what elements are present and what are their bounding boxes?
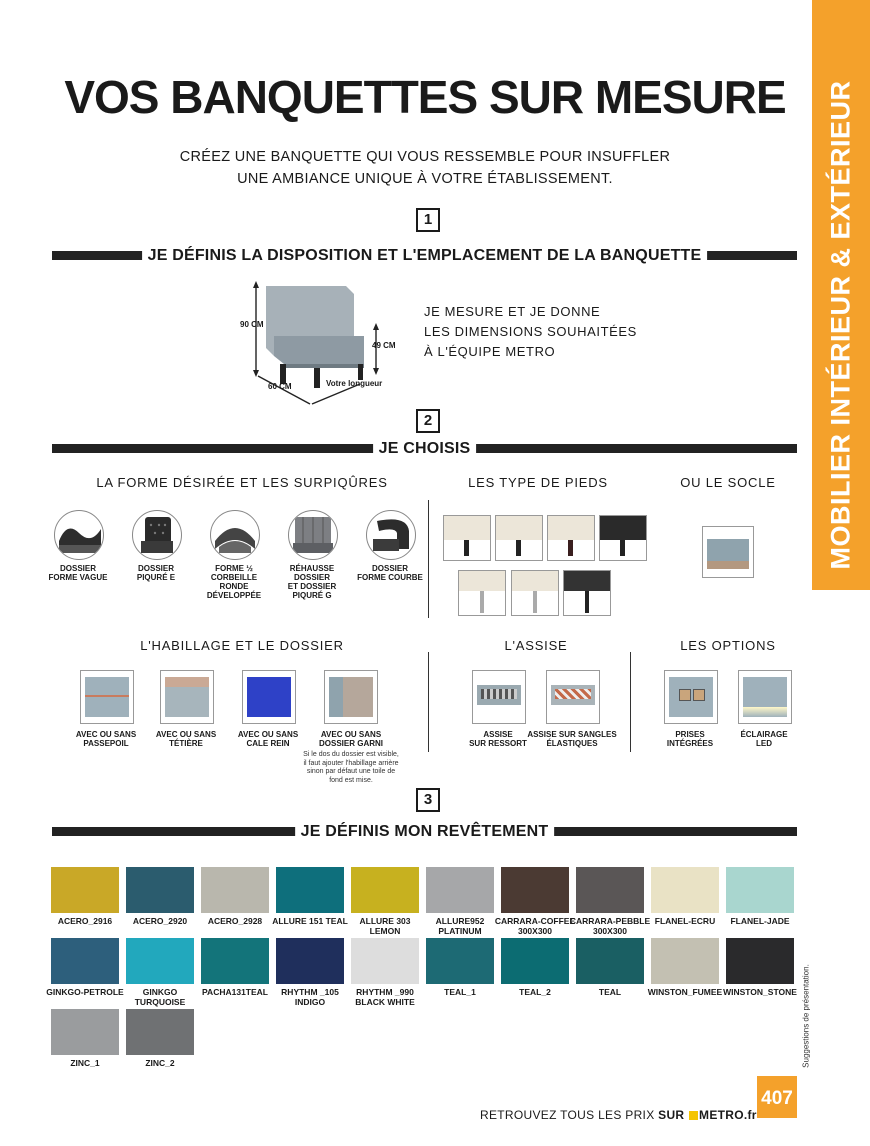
fabric-swatch-label: TEAL_1 [444, 987, 476, 997]
fabric-swatch-label: ZINC_2 [145, 1058, 175, 1068]
fabric-swatch [426, 867, 494, 913]
foot-option-2 [495, 515, 543, 561]
pieds-heading: LES TYPE DE PIEDS [468, 475, 608, 490]
assise-sangles-image [546, 670, 600, 724]
fabric-swatch [651, 938, 719, 984]
fabric-swatch [501, 938, 569, 984]
fabric-swatch-label: FLANEL-JADE [730, 916, 790, 926]
habillage-cale-rein-image [242, 670, 296, 724]
options-heading: LES OPTIONS [680, 638, 776, 653]
subtitle-line-2: UNE AMBIANCE UNIQUE À VOTRE ÉTABLISSEMENT. [237, 171, 613, 187]
foot-option-5 [458, 570, 506, 616]
foot-option-4 [599, 515, 647, 561]
footer-text: RETROUVEZ TOUS LES PRIX SUR METRO.fr [480, 1108, 757, 1122]
habillage-caption-1: AVEC OU SANS PASSEPOIL [75, 730, 137, 748]
page-number: 407 [757, 1076, 797, 1118]
forme-courbe-image [366, 510, 416, 560]
fabric-swatch [276, 938, 344, 984]
fabric-swatch-label: ALLURE 303 LEMON [359, 916, 411, 936]
socle-heading: OU LE SOCLE [680, 475, 776, 490]
assise-caption-2: ASSISE SUR SANGLES ÉLASTIQUES [527, 730, 617, 748]
section-3-header [52, 822, 797, 840]
habillage-caption-3: AVEC OU SANS CALE REIN [237, 730, 299, 748]
habillage-dossier-garni-image [324, 670, 378, 724]
fabric-swatch-label: RHYTHM _105 INDIGO [281, 987, 339, 1007]
step-number-3: 3 [416, 788, 440, 812]
measure-line-3: À L'ÉQUIPE METRO [424, 344, 556, 359]
fabric-swatch-label: ACERO_2920 [132, 916, 188, 926]
forme-caption-4: RÉHAUSSE DOSSIER ET DOSSIER PIQURÉ G [287, 564, 337, 600]
fabric-swatch [576, 938, 644, 984]
fabric-swatch [576, 867, 644, 913]
fabric-swatch [501, 867, 569, 913]
fabric-swatch [51, 938, 119, 984]
dim-length: Votre longueur [326, 379, 383, 388]
fabric-swatch-label: CARRARA-PEBBLE 300X300 [569, 916, 651, 936]
measure-instructions [424, 302, 637, 362]
fabric-swatch [726, 938, 794, 984]
forme-caption-1: DOSSIER FORME VAGUE [48, 564, 108, 582]
fabric-swatch [51, 867, 119, 913]
habillage-heading: L'HABILLAGE ET LE DOSSIER [140, 638, 344, 653]
forme-caption-5: DOSSIER FORME COURBE [357, 564, 423, 582]
fabric-swatch-label: RHYTHM _990 BLACK WHITE [355, 987, 415, 1007]
habillage-caption-4: AVEC OU SANS DOSSIER GARNI [318, 730, 383, 748]
habillage-caption-2: AVEC OU SANS TÉTIÈRE [155, 730, 217, 748]
fabric-swatch-label: TEAL [598, 987, 622, 997]
assise-caption-1: ASSISE SUR RESSORT [469, 730, 527, 748]
fabric-swatch-label: GINKGO TURQUOISE [134, 987, 186, 1007]
fabric-swatch-label: PACHA131TEAL [202, 987, 268, 997]
section-1-heading: JE DÉFINIS LA DISPOSITION ET L'EMPLACEMENT DE LA BANQUETTE [142, 247, 708, 265]
section-1-header [52, 246, 797, 264]
fabric-swatch-label: WINSTON_STONE [723, 987, 797, 997]
fabric-swatch-label: ACERO_2928 [207, 916, 263, 926]
fabric-swatch-label: ALLURE 151 TEAL [272, 916, 348, 926]
fabric-swatch-label: TEAL_2 [519, 987, 551, 997]
foot-option-3 [547, 515, 595, 561]
fabric-swatch [201, 867, 269, 913]
fabric-swatch-label: GINKGO-PETROLE [46, 987, 124, 997]
metro-logo-icon [689, 1111, 698, 1120]
forme-corbeille-image [210, 510, 260, 560]
fabric-swatch [726, 867, 794, 913]
foot-option-1 [443, 515, 491, 561]
fabric-swatch-label: ACERO_2916 [57, 916, 113, 926]
foot-option-7 [563, 570, 611, 616]
option-prises-image [664, 670, 718, 724]
dim-height: 90 CM [240, 320, 264, 329]
fabric-swatch [426, 938, 494, 984]
forme-vague-image [54, 510, 104, 560]
fabric-swatch-label: ZINC_1 [70, 1058, 100, 1068]
habillage-tetiere-image [160, 670, 214, 724]
section-2-heading: JE CHOISIS [373, 440, 477, 458]
divider [428, 500, 429, 618]
socle-image [702, 526, 754, 578]
page-subtitle [0, 146, 850, 190]
measure-line-1: JE MESURE ET JE DONNE [424, 304, 601, 319]
fabric-swatch-label: WINSTON_FUMEE [647, 987, 723, 997]
fabric-swatch [351, 938, 419, 984]
fabric-swatch-label: ALLURE952 PLATINUM [435, 916, 485, 936]
section-2-header [52, 439, 797, 457]
fabric-swatch-label: FLANEL-ECRU [654, 916, 716, 926]
side-category-label: MOBILIER INTÉRIEUR & EXTÉRIEUR [825, 80, 856, 570]
dim-depth: 60 CM [268, 382, 292, 391]
measure-line-2: LES DIMENSIONS SOUHAITÉES [424, 324, 637, 339]
divider [428, 652, 429, 752]
fabric-swatch [201, 938, 269, 984]
subtitle-line-1: CRÉEZ UNE BANQUETTE QUI VOUS RESSEMBLE POUR INSUFFLER [179, 149, 671, 165]
forme-rehausse-image [288, 510, 338, 560]
forme-heading: LA FORME DÉSIRÉE ET LES SURPIQÛRES [96, 475, 388, 490]
forme-pique-e-image [132, 510, 182, 560]
option-eclairage-image [738, 670, 792, 724]
fabric-swatch [651, 867, 719, 913]
page-title: VOS BANQUETTES SUR MESURE [64, 71, 786, 123]
fabric-swatch [126, 1009, 194, 1055]
presentation-note: Suggestions de présentation. [801, 964, 811, 1068]
dim-seat-height: 49 CM [372, 341, 396, 350]
foot-option-6 [511, 570, 559, 616]
fabric-swatch [351, 867, 419, 913]
option-caption-2: ÉCLAIRAGE LED [740, 730, 788, 748]
habillage-note: Si le dos du dossier est visible, il faut ajouter l'habillage arrière sinon par défaut une toile de fond est mise. [303, 751, 399, 784]
fabric-swatch [126, 867, 194, 913]
assise-heading: L'ASSISE [504, 638, 568, 653]
assise-ressort-image [472, 670, 526, 724]
fabric-swatch [276, 867, 344, 913]
divider [630, 652, 631, 752]
section-3-heading: JE DÉFINIS MON REVÊTEMENT [295, 823, 555, 841]
habillage-passepoil-image [80, 670, 134, 724]
fabric-swatch [126, 938, 194, 984]
fabric-swatch [51, 1009, 119, 1055]
option-caption-1: PRISES INTÉGRÉES [666, 730, 714, 748]
fabric-swatch-label: CARRARA-COFFEE 300X300 [494, 916, 576, 936]
forme-caption-3: FORME ½ CORBEILLE RONDE DÉVELOPPÉE [206, 564, 262, 600]
step-number-1: 1 [416, 208, 440, 232]
step-number-2: 2 [416, 409, 440, 433]
forme-caption-2: DOSSIER PIQURÉ E [136, 564, 176, 582]
